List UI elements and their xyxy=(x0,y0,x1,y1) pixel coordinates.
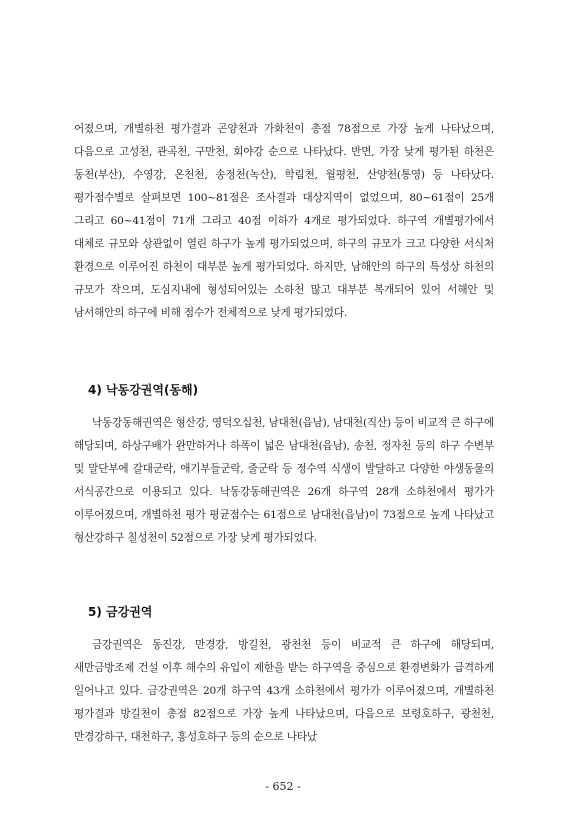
body-paragraph-geum: 금강권역은 동진강, 만경강, 방길천, 광천천 등이 비교적 큰 하구에 해당되며, 새만금방조제 건설 이후 해수의 유입이 제한을 받는 하구역을 중심으로 환경변화가 급격하게 일어나고 있다. 금강권역은 20개 하구역 43개 소하천에서 평가가 이루어졌으며, 개별하천 평가결과 방길천이 총점 82점으로 가장 높게 나타났으며, 다음으로 보령호하구, 광천천, 만경강하구, 대천하구, 홍성호하구 등의 순으로 나타났 xyxy=(74,639,494,743)
body-paragraph-nakdong-east: 낙동강동해권역은 형산강, 영덕오십천, 남대천(읍남), 남대천(직산) 등이 비교적 큰 하구에 해당되며, 하상구배가 완만하거나 하폭이 넓은 남대천(읍남), 송천, 정자천 등의 하구 수변부 및 말단부에 갈대군락, 애기부들군락, 줄군락 등 정수역 식생이 발달하고 다양한 야생동물의 서식공간으로 이용되고 있다. 낙동강동해권역은 26개 하구역 28개 소하천에서 평가가 이루어졌으며, 개별하천 평가 평균점수는 61점으로 남대천(읍남)이 73점으로 높게 나타났고 형산강하구 칠성천이 52점으로 가장 낮게 평가되었다. xyxy=(74,417,494,544)
body-paragraph-southcoast-results: 어졌으며, 개별하천 평가결과 곤양천과 가화천이 총점 78점으로 가장 높게 나타났으며, 다음으로 고성천, 관곡천, 구만천, 회야강 순으로 나타났다. 반면, 가장 낮게 평가된 하천은 동천(부산), 수영강, 온천천, 송정천(녹산), 학림천, 월평천, 산양천(통영) 등 나타났다. 평가점수별로 살펴보면 100~81점은 조사결과 대상지역이 없었으며, 80~61점이 25개 그리고 60~41점이 71개 그리고 40점 이하가 4개로 평가되었다. 하구역 개별평가에서 대체로 규모와 상관없이 열린 하구가 높게 평가되었으며, 하구의 규모가 크고 다양한 서식처 환경으로 이루어진 하천이 대부분 높게 평가되었다. 하지만, 남해안의 하구의 특성상 하천의 규모가 작으며, 도심지내에 형성되어있는 소하천 많고 대부분 복개되어 있어 서해안 및 남서해안의 하구에 비해 점수가 전체적으로 낮게 평가되었다. xyxy=(74,123,494,319)
page-number: - 652 - xyxy=(265,780,301,793)
section-heading-geum: 5) 금강권역 xyxy=(88,605,153,619)
section-heading-nakdong-east: 4) 낙동강권역(동해) xyxy=(88,383,199,397)
